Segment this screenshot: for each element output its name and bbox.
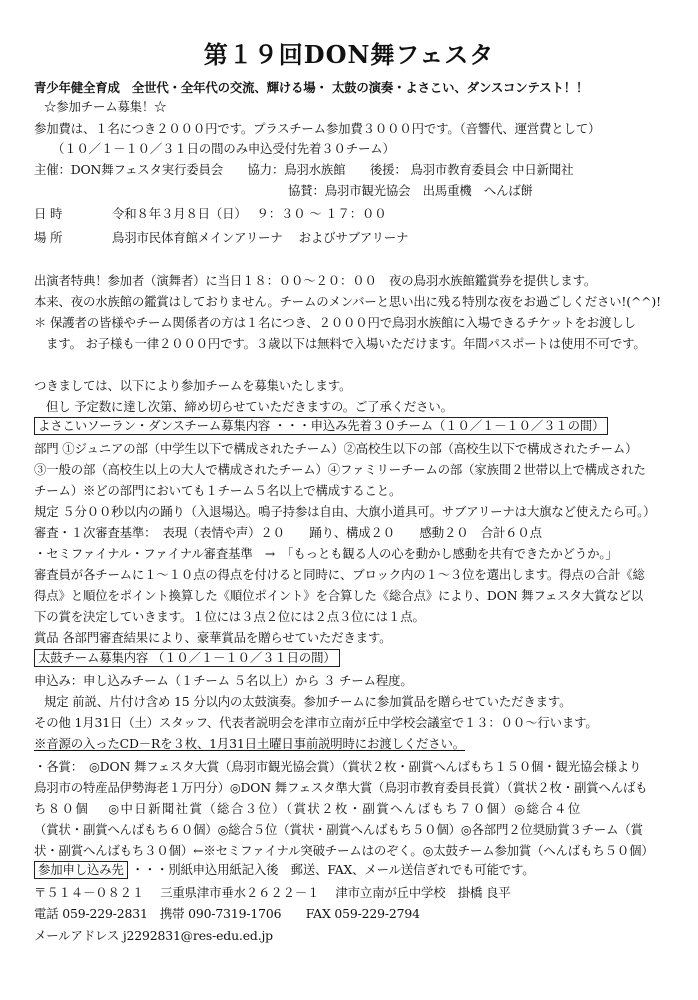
contact-row xyxy=(34,861,680,879)
date-value: 令和８年３月８日（日） ９：３０ ～ １７：００ xyxy=(112,206,387,221)
tagline: 青少年健全育成 全世代・全年代の交流、輝ける場・ 太鼓の演奏・よさこい、ダンスコンテスト！！ xyxy=(34,80,589,95)
benefit-line-4: ます。 お子様も一律２０００円です。３歳以下は無料で入場いただけます。年間パスポートは使用不可です。 xyxy=(46,336,646,351)
benefit-line-2: 本来、夜の水族館の鑑賞はしておりません。チームのメンバーと思い出に残る特別な夜をお過ごしください!(^^)! xyxy=(34,294,661,309)
recruit-heading: ☆参加チーム募集！☆ xyxy=(44,99,167,114)
yosakoi-header: よさこいソーラン・ダンスチーム募集内容 ・・・申込み先着３０チーム（１０／１－１０／３１の間） xyxy=(34,417,608,435)
fee-period: （１０／１－１０／３１日の間のみ申込受付先着３０チーム） xyxy=(52,141,395,156)
venue-value: 鳥羽市民体育館メインアリーナ およびサブアリーナ xyxy=(112,230,409,245)
awards-line-2: 鳥羽市の特産品伊勢海老１万円分）◎DON 舞フェスタ準大賞（鳥羽市教育委員長賞）（賞状２枚・副賞へんばも xyxy=(34,780,648,795)
taiko-apply: 申込み：申し込みチーム（１チーム ５名以上）から ３ チーム程度。 xyxy=(34,673,413,688)
awards-line-4: （賞状・副賞へんばもち６０個）◎総合５位（賞状・副賞へんばもち５０個）◎各部門２位奨励賞３チーム（賞 xyxy=(34,822,643,837)
yosakoi-rule: 規定 ５分００秒以内の踊り（入退場込。鳴子持参は自由、大旗小道具可。サブアリーナは大旗など使えたら可。） xyxy=(34,504,656,519)
division-line-2: ③一般の部（高校生以上の大人で構成されたチーム）④ファミリーチームの部（家族間２世帯以上で構成された xyxy=(34,462,646,477)
awards-line-5: 状・副賞へんばもち３０個）←※セミファイナル突破チームはのぞく。◎太鼓チーム参加賞（へんばもち５０個） xyxy=(34,843,654,858)
recruit-line-2: 但し 予定数に達し次第、締め切らせていただきますの。ご了承ください。 xyxy=(46,399,453,414)
division-line-1: 部門 ①ジュニアの部（中学生以下で構成されたチーム）②高校生以下の部（高校生以下で構成されたチーム） xyxy=(34,441,638,456)
judging-line-5: 下の賞を決定していきます。１位には３点２位には２点３位には１点。 xyxy=(34,609,425,624)
taiko-section xyxy=(34,649,680,667)
organizers: 主催：DON舞フェスタ実行委員会 協力：鳥羽水族館 後援： 鳥羽市教育委員会 中日新聞社 xyxy=(34,162,574,177)
recruit-line-1: つきましては、以下により参加チームを募集いたします。 xyxy=(34,378,352,393)
judging-line-3: 審査員が各チームに１～１０点の得点を付けると同時に、ブロック内の１～３位を選出します。得点の合計《総 xyxy=(34,567,645,582)
judging-line-1: 審査・１次審査基準： 表現（表情や声）２０ 踊り、構成２０ 感動２０ 合計６０点 xyxy=(34,525,542,540)
contact-label: 参加申し込み先 xyxy=(34,861,128,879)
other-note: その他 1月31日（土）スタッフ、代表者説明会を津市立南が丘中学校会議室で１３：００～行います。 xyxy=(34,715,598,730)
cd-note xyxy=(34,735,680,753)
contact-method: ・・・別紙申込用紙記入後 郵送、FAX、メール送信ぎれでも可能です。 xyxy=(131,862,535,877)
cd-note-text: ※音源の入ったCD－Rを３枚、1月31日土曜日事前説明時にお渡しください。 xyxy=(34,736,465,751)
yosakoi-section xyxy=(34,417,680,435)
awards-line-3: ち８０個 ◎中日新聞社賞（総合３位）（賞状２枚・副賞へんばもち７０個）◎総合４位 xyxy=(34,801,582,816)
benefit-line-3: ＊ 保護者の皆様やチーム関係者の方は１名につき、２０００円で鳥羽水族館に入場できるチケットをお渡しし xyxy=(34,315,636,330)
awards-line-1: ・各賞： ◎DON 舞フェスタ大賞（鳥羽市観光協会賞）（賞状２枚・副賞へんばもち１５０個・観光協会様より xyxy=(34,759,642,774)
judging-line-4: 得点》と順位をポイント換算した《順位ポイント》を合算した《総合点》により、DON 舞フェスタ大賞など以 xyxy=(34,588,643,603)
contact-email: メールアドレス j2292831@res-edu.ed.jp xyxy=(34,928,273,943)
page-title: 第１９回DON舞フェスタ xyxy=(203,40,495,69)
judging-line-2: ・セミファイナル・ファイナル審査基準 → 「もっとも観る人の心を動かし感動を共有できたかどうか。」 xyxy=(34,546,618,561)
taiko-rule: 規定 前説、片付け含め 15 分以内の太鼓演奏。参加チームに参加賞品を贈らせていただきます。 xyxy=(44,694,572,709)
contact-address: 〒５１４－０８２１ 三重県津市垂水２６２２－１ 津市立南が丘中学校 掛橋 良平 xyxy=(34,885,511,900)
contact-phone: 電話 059-229-2831 携帯 090-7319-1706 FAX 059-229-2794 xyxy=(34,906,420,921)
prize-line: 賞品 各部門審査結果により、豪華賞品を贈らせていただきます。 xyxy=(34,630,392,645)
division-line-3: チーム）※どの部門においても１チーム５名以上で構成すること。 xyxy=(34,483,402,498)
taiko-header: 太鼓チーム募集内容 （１０／１－１０／３１日の間） xyxy=(34,649,340,667)
date-label: 日 時 xyxy=(34,206,63,221)
benefit-line-1: 出演者特典！参加者（演舞者）に当日１８：００～２０：００ 夜の鳥羽水族館鑑賞券を提供します。 xyxy=(34,273,597,288)
sponsors: 協賛：鳥羽市観光協会 出馬重機 へんば餅 xyxy=(288,183,533,198)
fee-text: 参加費は、１名につき２０００円です。プラスチーム参加費３０００円です。（音響代、運営費として） xyxy=(34,121,601,136)
venue-label: 場 所 xyxy=(34,230,63,245)
